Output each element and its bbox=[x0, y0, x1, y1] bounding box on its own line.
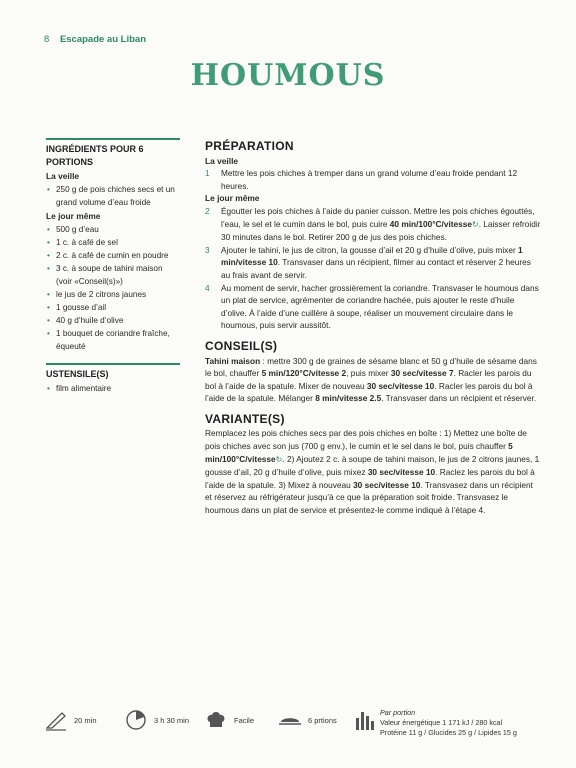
conseil-text-part: : mettre 300 g de graines de sésame blanc et 50 g d’huile de sésame dans le bol, chauffer bbox=[205, 355, 537, 379]
clock-icon bbox=[124, 708, 148, 732]
ingredient-item: • 1 bouquet de coriandre fraîche, équeuté bbox=[46, 327, 180, 353]
reverse-stir-icon: ↻ bbox=[275, 454, 283, 464]
prep-time bbox=[44, 708, 97, 732]
step-setting: 40 min/100°C/vitesse bbox=[389, 218, 472, 229]
variante-setting: 30 sec/vitesse 10 bbox=[353, 479, 421, 490]
variante-heading: VARIANTE(S) bbox=[205, 411, 285, 426]
variante-setting: 30 sec/vitesse 10 bbox=[367, 467, 436, 478]
variante-text-part: . Raclez les parois du bol à l’aide de la spatule. 3) Mixez à nouveau bbox=[205, 467, 535, 490]
conseil-setting: 8 min/vitesse 2.5 bbox=[315, 393, 382, 404]
energy-value: Valeur énergétique 1 171 kJ / 280 kcal bbox=[380, 718, 503, 727]
book-title: Escapade au Liban bbox=[59, 34, 146, 45]
variante-text-part: Remplacez les pois chiches secs par des pois chiches en boîte : 1) Mettez une boîte de pois chiches avec son jus (700 g env.), le cumin et le sel dans le bol, puis chauffer bbox=[205, 428, 527, 452]
conseil-text-part: . Racler les parois du bol à l’aide de la spatule. Mixer de nouveau bbox=[205, 368, 532, 391]
ingredient-item: • 1 c. à café de sel bbox=[46, 236, 180, 249]
variante-text-part: . Transvasez dans un récipient et réservez au réfrigérateur jusqu’à ce que la préparation soit froide. Transvasez le houmous dans un plat de service et présentez-le comme indiqué à l’étape 4. bbox=[205, 479, 533, 516]
page-number: 8 bbox=[44, 34, 50, 45]
step-text: Mettre les pois chiches à tremper dans un grand volume d’eau froide pendant 12 heures. bbox=[221, 168, 518, 191]
preparation-veille-label: La veille bbox=[205, 155, 239, 166]
portions-value: 6 prtions bbox=[308, 715, 337, 725]
ingredients-veille-label: La veille bbox=[46, 171, 80, 181]
step-number: 3 bbox=[205, 244, 210, 255]
conseil-setting: 30 sec/vitesse 7 bbox=[390, 368, 454, 379]
conseil-lead: Tahini maison bbox=[205, 355, 261, 366]
step-text: Égoutter les pois chiches à l’aide du panier cuisson. Mettre les pois chiches égouttés, l’eau, le sel et le cumin dans le bol, puis cuire bbox=[221, 205, 535, 229]
ingredients-veille-list bbox=[46, 183, 180, 209]
portions bbox=[278, 708, 337, 732]
nutrition-info bbox=[380, 708, 517, 738]
running-header bbox=[44, 34, 146, 45]
chef-hat-icon bbox=[204, 708, 228, 732]
ingredient-item: • 2 c. à café de cumin en poudre bbox=[46, 249, 180, 262]
total-time-value: 3 h 30 min bbox=[154, 715, 190, 725]
preparation-section bbox=[205, 140, 541, 332]
step-2 bbox=[205, 205, 541, 244]
conseil-setting: 5 min/120°C/vitesse 2 bbox=[261, 368, 347, 379]
instructions-column bbox=[205, 140, 541, 525]
difficulty-value: Facile bbox=[234, 715, 255, 725]
conseil-text-part: , puis mixer bbox=[346, 368, 391, 379]
ustensile-item: • film alimentaire bbox=[46, 382, 180, 395]
total-time bbox=[124, 708, 189, 732]
variante-section bbox=[205, 413, 541, 517]
step-text: Ajouter le tahini, le jus de citron, la gousse d’ail et 20 g d’huile d’olive, puis mixer bbox=[221, 244, 519, 255]
step-4 bbox=[205, 282, 541, 332]
step-setting: 1 min/vitesse 10 bbox=[221, 244, 523, 268]
ingredients-jour-list bbox=[46, 223, 180, 353]
macros-value: Protéine 11 g / Glucides 25 g / Lipides 15 g bbox=[380, 728, 517, 737]
conseil-text bbox=[205, 355, 541, 405]
conseil-text-part: . Racler les parois du bol à l’aide de la spatule. Mélanger bbox=[205, 380, 533, 404]
difficulty bbox=[204, 708, 254, 732]
variante-text-part: . 2) Ajoutez 2 c. à soupe de tahini maison, le jus de 2 citrons jaunes, 1 gousse d’ail, 20 g d’huile d’olive, puis mixez bbox=[205, 453, 540, 478]
step-text: Au moment de servir, hacher grossièrement la coriandre. Transvaser le houmous dans un plat de service, agrémenter de coriandre hachée, puis ajouter le reste d’huile d’olive. À l’aide d’une cuillère à soupe, réaliser un mouvement circulaire dans le houmous, puis servir aussitôt. bbox=[221, 282, 539, 331]
per-portion-label: Par portion bbox=[380, 708, 416, 717]
ingredients-column bbox=[46, 138, 180, 395]
conseil-heading: CONSEIL(S) bbox=[205, 338, 278, 353]
ingredient-item: • 250 g de pois chiches secs et un grand volume d’eau froide bbox=[46, 183, 180, 209]
ingredient-item: • le jus de 2 citrons jaunes bbox=[46, 288, 180, 301]
bar-chart-icon bbox=[354, 708, 378, 732]
preparation-jour-label: Le jour même bbox=[205, 193, 260, 204]
step-number: 1 bbox=[205, 168, 210, 179]
step-number: 4 bbox=[205, 282, 210, 293]
prep-time-value: 20 min bbox=[74, 715, 97, 725]
dish-icon bbox=[278, 708, 302, 732]
ustensiles-list bbox=[46, 382, 180, 395]
step-3 bbox=[205, 244, 541, 282]
ingredient-item: • 40 g d’huile d’olive bbox=[46, 314, 180, 327]
ingredient-item: • 1 gousse d’ail bbox=[46, 301, 180, 314]
step-1 bbox=[205, 167, 541, 192]
ingredients-jour-label: Le jour même bbox=[46, 211, 101, 221]
conseil-text-part: . Transvaser dans un récipient et réserver. bbox=[381, 393, 537, 404]
variante-setting: 5 min/100°C/vitesse bbox=[205, 441, 513, 464]
conseil-setting: 30 sec/vitesse 10 bbox=[366, 380, 435, 391]
step-number: 2 bbox=[205, 205, 210, 216]
recipe-title: HOUMOUS bbox=[190, 58, 386, 93]
step-text: . Transvaser dans un récipient, filmer au contact et réserver 2 heures au frais avant de servir. bbox=[221, 257, 531, 280]
recipe-footer bbox=[44, 708, 534, 748]
conseil-section bbox=[205, 340, 541, 405]
ingredient-item: • 500 g d’eau bbox=[46, 223, 180, 236]
ustensiles-heading: USTENSILE(S) bbox=[46, 363, 180, 381]
step-text: . Laisser refroidir 30 minutes dans le bol. Retirer 200 g de jus des pois chiches. bbox=[221, 218, 541, 243]
knife-icon bbox=[44, 708, 68, 732]
reverse-stir-icon: ↻ bbox=[471, 219, 479, 229]
ingredients-heading: INGRÉDIENTS POUR 6 PORTIONS bbox=[46, 138, 180, 169]
variante-text bbox=[205, 427, 541, 516]
preparation-heading: PRÉPARATION bbox=[205, 139, 294, 153]
ingredient-item: • 3 c. à soupe de tahini maison (voir «Conseil(s)») bbox=[46, 262, 180, 288]
